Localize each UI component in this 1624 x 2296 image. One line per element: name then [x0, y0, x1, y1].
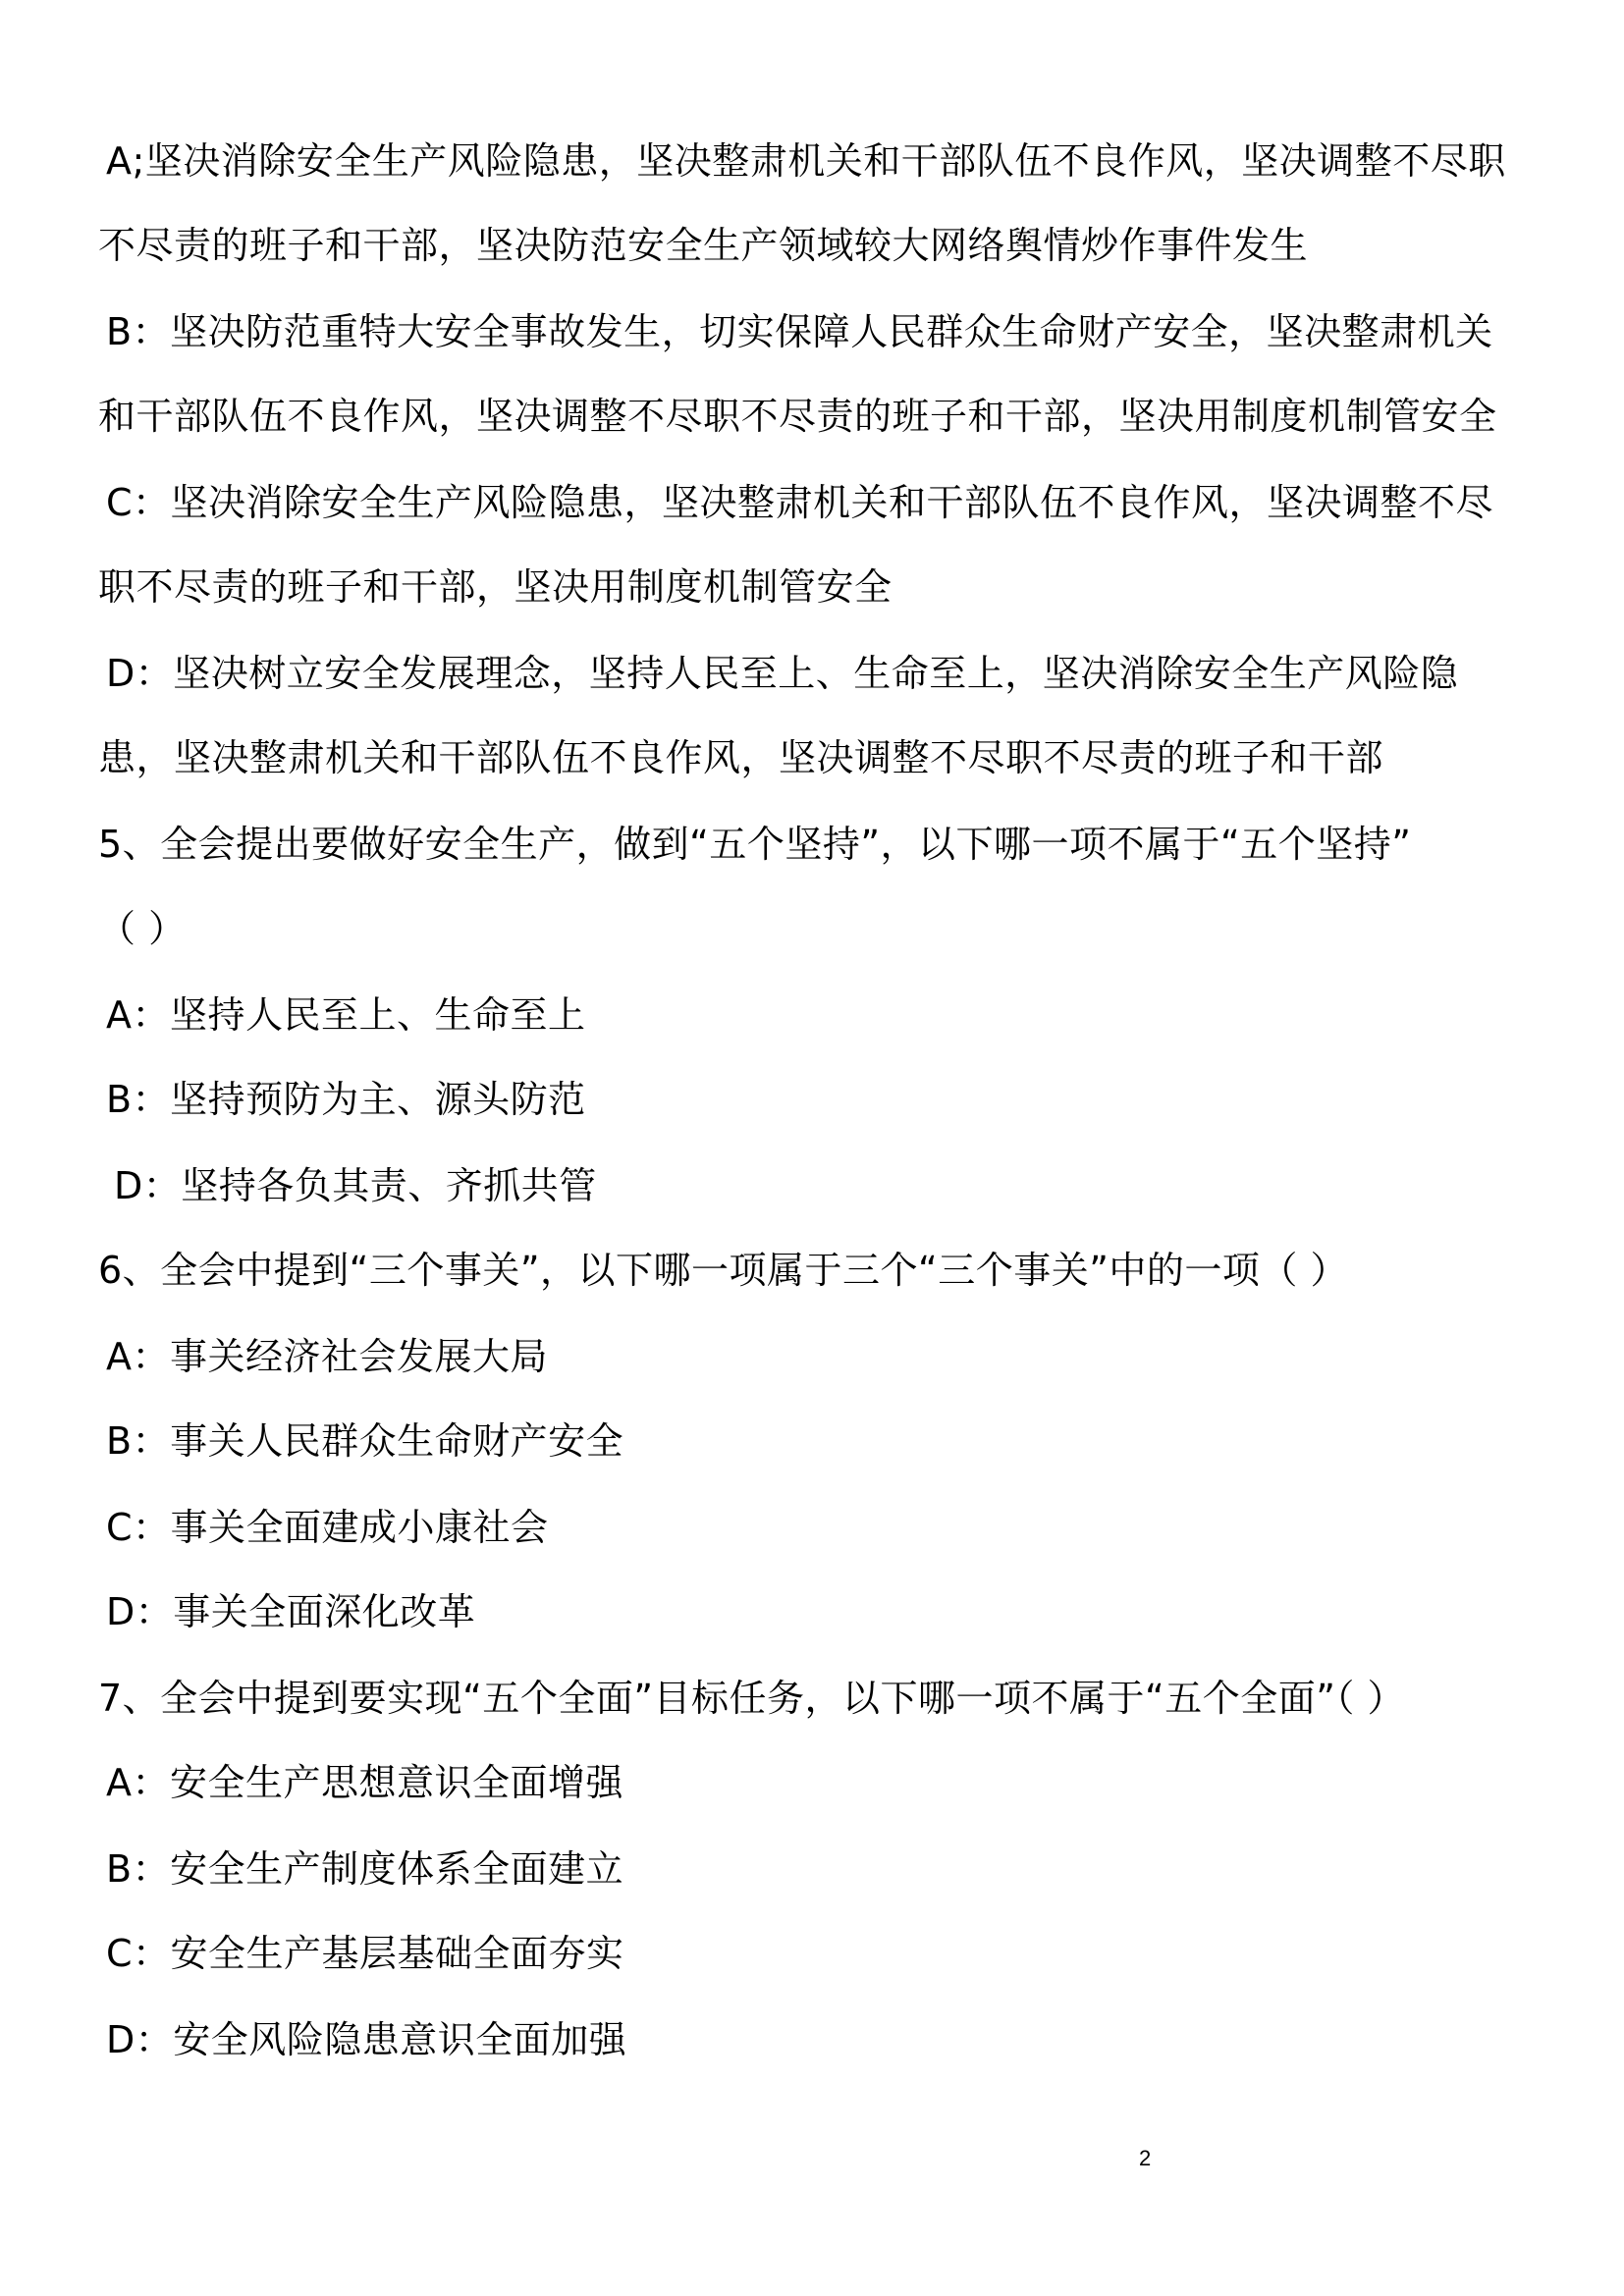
q4-option-b-line1: B：坚决防范重特大安全事故发生，切实保障人民群众生命财产安全，坚决整肃机关	[106, 310, 1493, 353]
q7-option-d: D：安全风险隐患意识全面加强	[106, 2018, 627, 2061]
q7-option-a: A：安全生产思想意识全面增强	[106, 1761, 623, 1804]
q7-option-c: C：安全生产基层基础全面夯实	[106, 1932, 624, 1975]
q5-option-d: D：坚持各负其责、齐抓共管	[114, 1164, 597, 1207]
q5-stem-line2: （ ）	[98, 907, 187, 950]
q4-option-c-line1: C：坚决消除安全生产风险隐患，坚决整肃机关和干部队伍不良作风，坚决调整不尽	[106, 481, 1494, 524]
q6-option-b: B：事关人民群众生命财产安全	[106, 1419, 624, 1463]
q4-option-d-line1: D：坚决树立安全发展理念，坚持人民至上、生命至上，坚决消除安全生产风险隐	[106, 652, 1459, 695]
q4-option-a-line2: 不尽责的班子和干部，坚决防范安全生产领域较大网络舆情炒作事件发生	[98, 224, 1309, 267]
q7-stem: 7、全会中提到要实现“五个全面”目标任务，以下哪一项不属于“五个全面”（ ）	[98, 1677, 1406, 1720]
q6-option-c: C：事关全面建成小康社会	[106, 1506, 549, 1549]
q4-option-a-line1: A;坚决消除安全生产风险隐患，坚决整肃机关和干部队伍不良作风，坚决调整不尽职	[106, 139, 1506, 183]
q7-option-b: B：安全生产制度体系全面建立	[106, 1847, 624, 1891]
q5-stem-line1: 5、全会提出要做好安全生产，做到“五个坚持”，以下哪一项不属于“五个坚持”	[98, 823, 1412, 866]
q6-stem: 6、全会中提到“三个事关”，以下哪一项属于三个“三个事关”中的一项（ ）	[98, 1249, 1349, 1292]
q4-option-d-line2: 患，坚决整肃机关和干部队伍不良作风，坚决调整不尽职不尽责的班子和干部	[98, 736, 1384, 779]
page-number: 2	[1139, 2146, 1152, 2170]
q5-option-a: A：坚持人民至上、生命至上	[106, 993, 586, 1037]
q4-option-b-line2: 和干部队伍不良作风，坚决调整不尽职不尽责的班子和干部，坚决用制度机制管安全	[98, 395, 1497, 438]
q6-option-a: A：事关经济社会发展大局	[106, 1335, 548, 1378]
q5-option-b: B：坚持预防为主、源头防范	[106, 1078, 586, 1121]
q4-option-c-line2: 职不尽责的班子和干部，坚决用制度机制管安全	[98, 565, 893, 609]
q6-option-d: D：事关全面深化改革	[106, 1590, 476, 1633]
